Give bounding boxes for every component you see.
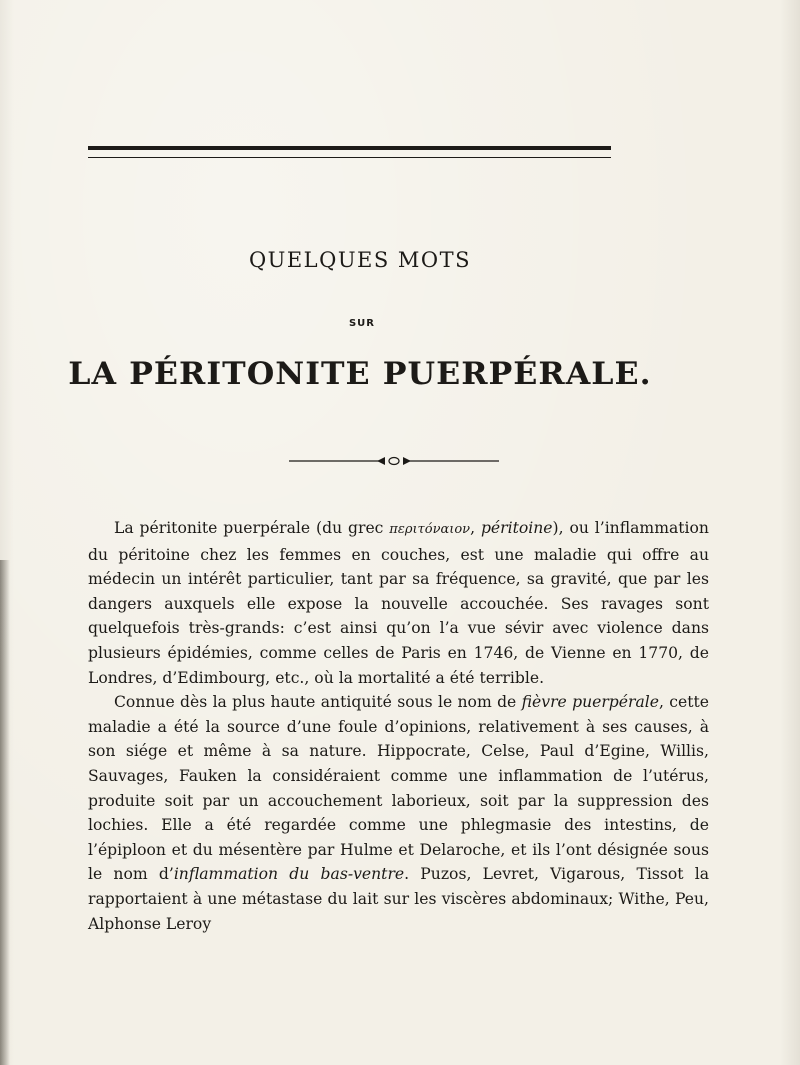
paragraph-2 bbox=[88, 690, 709, 936]
greek-word: περιτόναιον bbox=[389, 522, 471, 537]
heading-connector: SUR bbox=[348, 318, 376, 329]
paragraph-1-text-a: La péritonite puerpérale (du grec bbox=[114, 519, 390, 537]
italic-term: péritoine bbox=[480, 519, 553, 537]
italic-term: inflammation du bas-ventre bbox=[173, 865, 405, 884]
header-rule bbox=[88, 146, 611, 158]
paragraph-2-text-c: . Puzos, Levret, Vigarous, Tissot la rapportaient à une métastase du lait sur les viscères abdominaux; Withe, Peu, Alphonse Leroy bbox=[88, 865, 709, 933]
paragraph-2-text-b: , cette maladie a été la source d’une foule d’opinions, relativement à ses causes, à son siége et même à sa nature. Hippocrate, Celse, Paul d’Egine, Willis, Sauvages, Fauken la considéraient comme une inflammation de l’utérus, produite soit par un accouchement laborieux, soit par la suppression des lochies. Elle a été regardée comme une phlegmasie des intestins, de l’épiploon et du mésentère par Hulme et Delaroche, et ils l’ont désignée sous le nom d’ bbox=[88, 693, 709, 884]
main-title: LA PÉRITONITE PUERPÉRALE. bbox=[68, 356, 652, 392]
paragraph-1-text-c: ), ou l’inflammation du péritoine chez les femmes en couches, est une maladie qui offre au médecin un intérêt particulier, tant par sa fréquence, sa gravité, que par les dangers auxquels elle expose la nouvelle accouchée. Ses ravages sont quelquefois très-grands: c’est ainsi qu’on l’a vue sévir avec violence dans plusieurs épidémies, comme celles de Paris en 1746, de Vienne en 1770, de Londres, d’Edimbourg, etc., où la mortalité a été terrible. bbox=[88, 519, 709, 687]
ornament-divider-icon bbox=[289, 456, 499, 466]
body-text bbox=[88, 516, 709, 936]
paragraph-2-text-a: Connue dès la plus haute antiquité sous le nom de bbox=[114, 693, 522, 712]
italic-term: fièvre puerpérale bbox=[521, 693, 659, 712]
page-edge-shadow bbox=[0, 560, 10, 1065]
paragraph-1-text-b: , bbox=[470, 519, 481, 537]
page-heading: QUELQUES MOTS bbox=[248, 248, 472, 272]
paragraph-1 bbox=[88, 516, 709, 690]
